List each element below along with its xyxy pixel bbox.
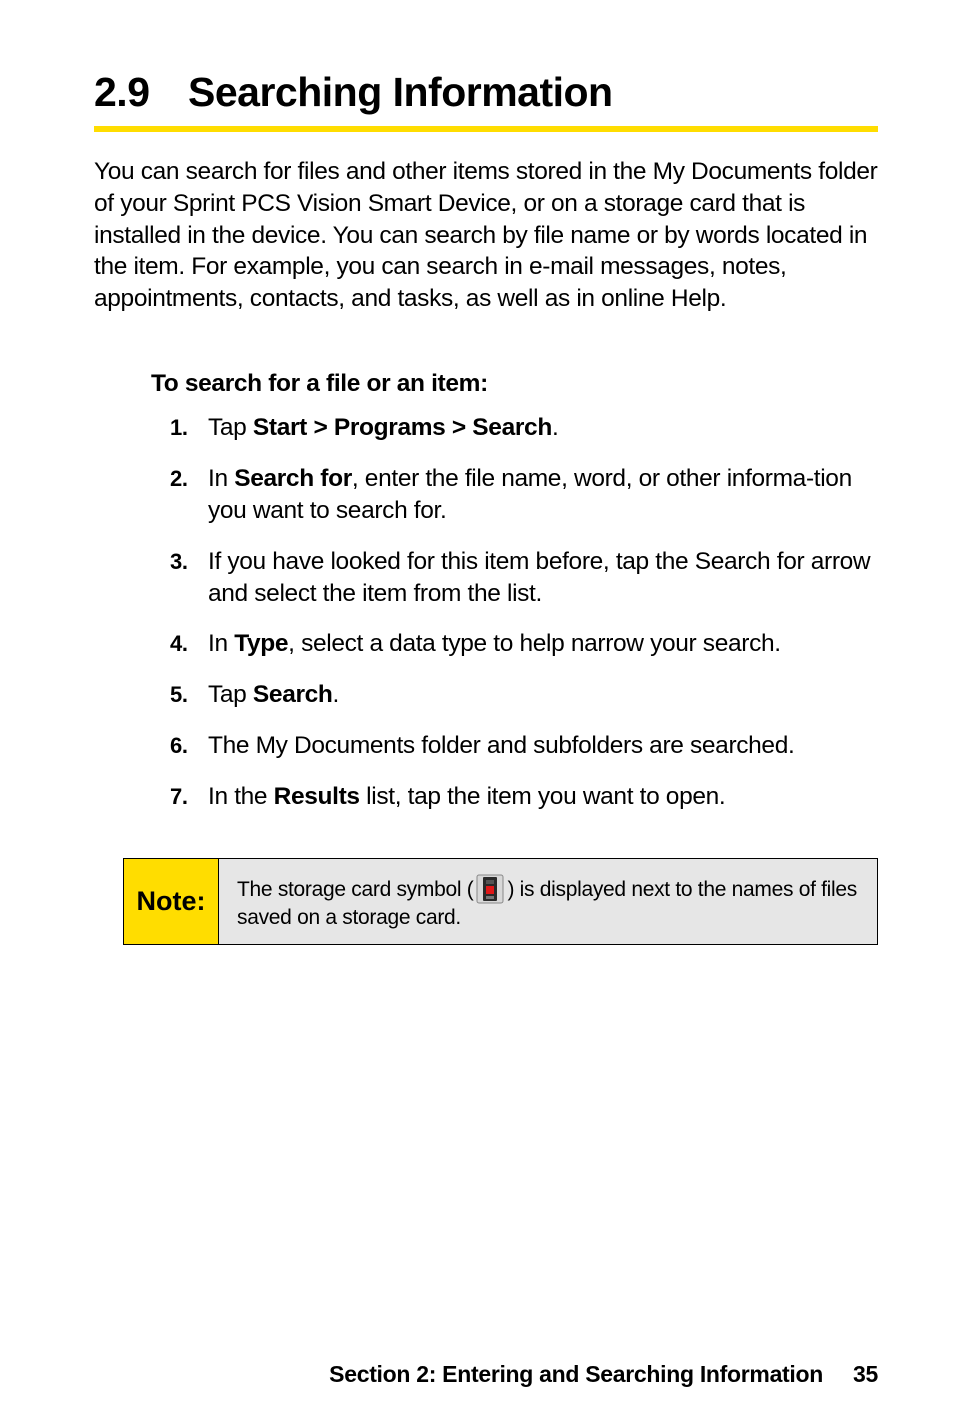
page-number: 35 — [853, 1361, 878, 1387]
step-text: Tap Search. — [208, 681, 340, 708]
step-number: 3. — [170, 549, 188, 574]
step-text: In the Results list, tap the item you want to open. — [208, 783, 726, 810]
note-label: Note: — [124, 859, 219, 944]
step-number: 1. — [170, 415, 188, 440]
section-number: 2.9 — [94, 69, 150, 115]
step-number: 2. — [170, 466, 188, 491]
step-number: 7. — [170, 784, 188, 809]
note-text: The storage card symbol ( ) is displayed next to the names of files saved on a storage card. — [219, 859, 877, 944]
step-text: The My Documents folder and subfolders are searched. — [208, 732, 795, 759]
step-number: 4. — [170, 631, 188, 656]
step-number: 5. — [170, 682, 188, 707]
section-heading — [94, 66, 613, 118]
heading-underline — [94, 126, 878, 132]
note-box — [123, 858, 878, 945]
page-footer — [329, 1357, 878, 1391]
intro-paragraph: You can search for files and other items stored in the My Documents folder of your Sprint PCS Vision Smart Device, or on a storage card that is installed in the device. You can search by file name or by words located in the item. For example, you can search in e-mail messages, notes, appointments, contacts, and tasks, as well as in online Help. — [94, 158, 878, 313]
step-text: If you have looked for this item before, tap the Search for arrow and select the item from the list. — [208, 548, 871, 607]
procedure-title: To search for a file or an item: — [151, 370, 488, 397]
step-text: In Search for, enter the file name, word, or other informa-tion you want to search for. — [208, 465, 852, 524]
footer-section-title: Section 2: Entering and Searching Information — [329, 1361, 824, 1387]
section-title: Searching Information — [188, 69, 613, 115]
storage-card-icon — [476, 874, 504, 904]
step-number: 6. — [170, 733, 188, 758]
step-text: Tap Start > Programs > Search. — [208, 414, 559, 441]
step-text: In Type, select a data type to help narrow your search. — [208, 630, 781, 657]
